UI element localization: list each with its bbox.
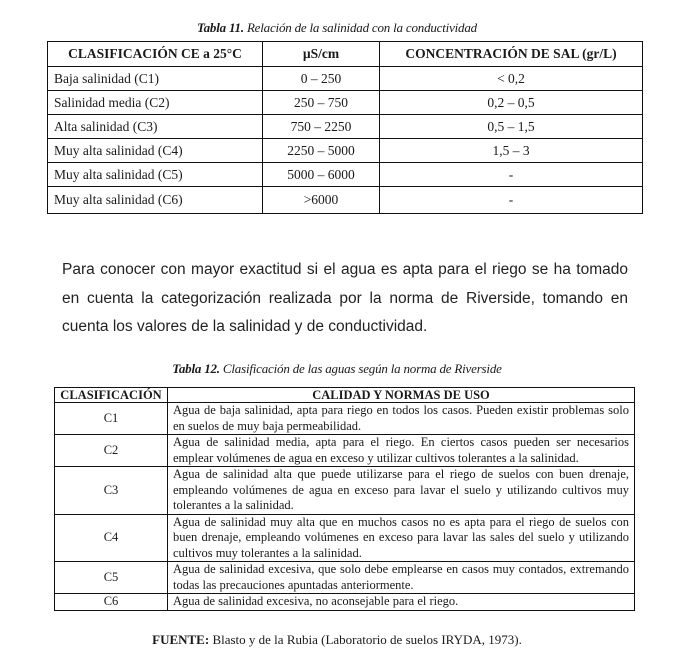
cell-concentration: 1,5 – 3 xyxy=(380,139,643,163)
table-row xyxy=(55,435,635,467)
table-row xyxy=(55,403,635,435)
table-row xyxy=(55,514,635,562)
cell-classification: Salinidad media (C2) xyxy=(48,91,263,115)
table-header-row xyxy=(48,42,643,67)
cell-description: Agua de salinidad media, apta para el riego. En ciertos casos pueden ser necesarios emplear volúmenes de agua en exceso y utilizar cultivos tolerantes a la salinidad. xyxy=(168,435,635,467)
table-row xyxy=(48,67,643,91)
cell-description: Agua de salinidad muy alta que en muchos casos no es apta para el riego de suelos con buen drenaje, empleando volúmenes en exceso para lavar las sales del suelo y utilizando cultivos muy tolerantes a la salinidad. xyxy=(168,514,635,562)
riverside-classification-table xyxy=(54,387,635,611)
cell-classification: Muy alta salinidad (C4) xyxy=(48,139,263,163)
body-paragraph: Para conocer con mayor exactitud si el agua es apta para el riego se ha tomado en cuenta la categorización realizada por la norma de Riverside, tomando en cuenta los valores de la salinidad y de conductividad. xyxy=(62,261,628,335)
table11-caption-label: Tabla 11. xyxy=(197,20,244,35)
header-conductivity: µS/cm xyxy=(263,42,380,67)
table11-caption-text: Relación de la salinidad con la conductividad xyxy=(243,20,477,35)
cell-description: Agua de salinidad excesiva, no aconsejable para el riego. xyxy=(168,594,635,611)
table-row xyxy=(48,187,643,214)
source-text: Blasto y de la Rubia (Laboratorio de suelos IRYDA, 1973). xyxy=(209,632,522,647)
cell-conductivity: 750 – 2250 xyxy=(263,115,380,139)
cell-description: Agua de baja salinidad, apta para riego en todos los casos. Pueden existir problemas solo en suelos de muy baja permeabilidad. xyxy=(168,403,635,435)
table-row xyxy=(55,594,635,611)
table-header-row xyxy=(55,388,635,403)
cell-class-code: C6 xyxy=(55,594,168,611)
table-row xyxy=(48,115,643,139)
table12-caption-text: Clasificación de las aguas según la norma de Riverside xyxy=(219,361,502,376)
cell-description: Agua de salinidad alta que puede utilizarse para el riego de suelos con buen drenaje, empleando volúmenes de agua en exceso para lavar el suelo y utilizando cultivos muy tolerantes a la salinidad. xyxy=(168,467,635,515)
table12-caption-label: Tabla 12. xyxy=(172,361,220,376)
source-label: FUENTE: xyxy=(152,632,210,647)
table12-caption xyxy=(0,361,674,377)
cell-concentration: 0,2 – 0,5 xyxy=(380,91,643,115)
cell-classification: Alta salinidad (C3) xyxy=(48,115,263,139)
table-row xyxy=(48,139,643,163)
cell-conductivity: 2250 – 5000 xyxy=(263,139,380,163)
table-row xyxy=(48,163,643,187)
cell-class-code: C4 xyxy=(55,514,168,562)
cell-conductivity: 0 – 250 xyxy=(263,67,380,91)
cell-concentration: - xyxy=(380,163,643,187)
header-quality-usage: CALIDAD Y NORMAS DE USO xyxy=(168,388,635,403)
cell-class-code: C5 xyxy=(55,562,168,594)
cell-classification: Muy alta salinidad (C5) xyxy=(48,163,263,187)
header-classification: CLASIFICACIÓN xyxy=(55,388,168,403)
cell-classification: Muy alta salinidad (C6) xyxy=(48,187,263,214)
source-note xyxy=(0,632,674,648)
salinity-conductivity-table xyxy=(47,41,643,214)
table-row xyxy=(48,91,643,115)
cell-conductivity: 5000 – 6000 xyxy=(263,163,380,187)
cell-class-code: C1 xyxy=(55,403,168,435)
table-row xyxy=(55,562,635,594)
table11-caption xyxy=(0,20,674,36)
header-classification: CLASIFICACIÓN CE a 25°C xyxy=(48,42,263,67)
cell-description: Agua de salinidad excesiva, que solo debe emplearse en casos muy contados, extremando todas las precauciones apuntadas anteriormente. xyxy=(168,562,635,594)
cell-classification: Baja salinidad (C1) xyxy=(48,67,263,91)
cell-conductivity: >6000 xyxy=(263,187,380,214)
cell-concentration: < 0,2 xyxy=(380,67,643,91)
cell-concentration: - xyxy=(380,187,643,214)
cell-class-code: C2 xyxy=(55,435,168,467)
cell-class-code: C3 xyxy=(55,467,168,515)
cell-concentration: 0,5 – 1,5 xyxy=(380,115,643,139)
table-row xyxy=(55,467,635,515)
header-salt-concentration: CONCENTRACIÓN DE SAL (gr/L) xyxy=(380,42,643,67)
cell-conductivity: 250 – 750 xyxy=(263,91,380,115)
